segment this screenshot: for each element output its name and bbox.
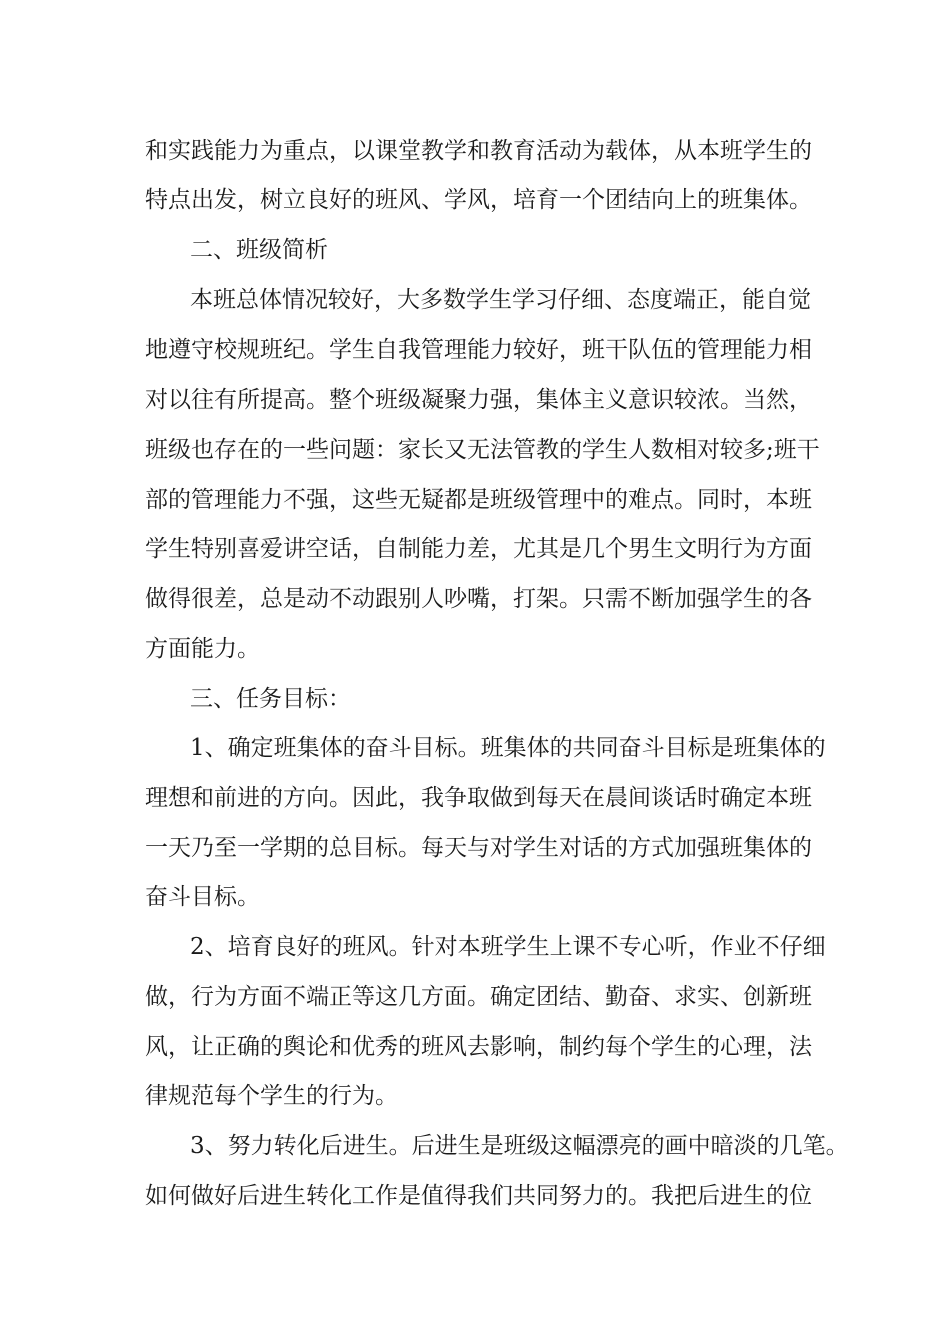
text-line: 班级也存在的一些问题：家长又无法管教的学生人数相对较多;班干 [145,437,820,463]
text-line: 2、培育良好的班风。针对本班学生上课不专心听，作业不仔细 [190,934,826,960]
section-heading: 二、班级简析 [190,237,328,263]
text-line: 3、努力转化后进生。后进生是班级这幅漂亮的画中暗淡的几笔。 [190,1133,849,1159]
text-line: 特点出发，树立良好的班风、学风，培育一个团结向上的班集体。 [145,187,812,213]
text-line: 一天乃至一学期的总目标。每天与对学生对话的方式加强班集体的 [145,835,812,861]
text-line: 风，让正确的舆论和优秀的班风去影响，制约每个学生的心理，法 [145,1034,812,1060]
text-line: 1、确定班集体的奋斗目标。班集体的共同奋斗目标是班集体的 [190,735,826,761]
text-line: 本班总体情况较好，大多数学生学习仔细、态度端正，能自觉 [190,287,811,313]
text-line: 做得很差，总是动不动跟别人吵嘴，打架。只需不断加强学生的各 [145,586,812,612]
text-line: 奋斗目标。 [145,884,260,910]
section-heading: 三、任务目标： [190,686,351,712]
text-line: 学生特别喜爱讲空话，自制能力差，尤其是几个男生文明行为方面 [145,536,812,562]
text-line: 如何做好后进生转化工作是值得我们共同努力的。我把后进生的位 [145,1183,812,1209]
text-line: 对以往有所提高。整个班级凝聚力强，集体主义意识较浓。当然， [145,387,812,413]
text-line: 和实践能力为重点，以课堂教学和教育活动为载体，从本班学生的 [145,138,812,164]
text-line: 理想和前进的方向。因此，我争取做到每天在晨间谈话时确定本班 [145,785,812,811]
text-line: 做，行为方面不端正等这几方面。确定团结、勤奋、求实、创新班 [145,984,812,1010]
text-line: 地遵守校规班纪。学生自我管理能力较好，班干队伍的管理能力相 [145,337,812,363]
text-line: 部的管理能力不强，这些无疑都是班级管理中的难点。同时，本班 [145,487,812,513]
text-line: 方面能力。 [145,636,260,662]
text-line: 律规范每个学生的行为。 [145,1083,398,1109]
